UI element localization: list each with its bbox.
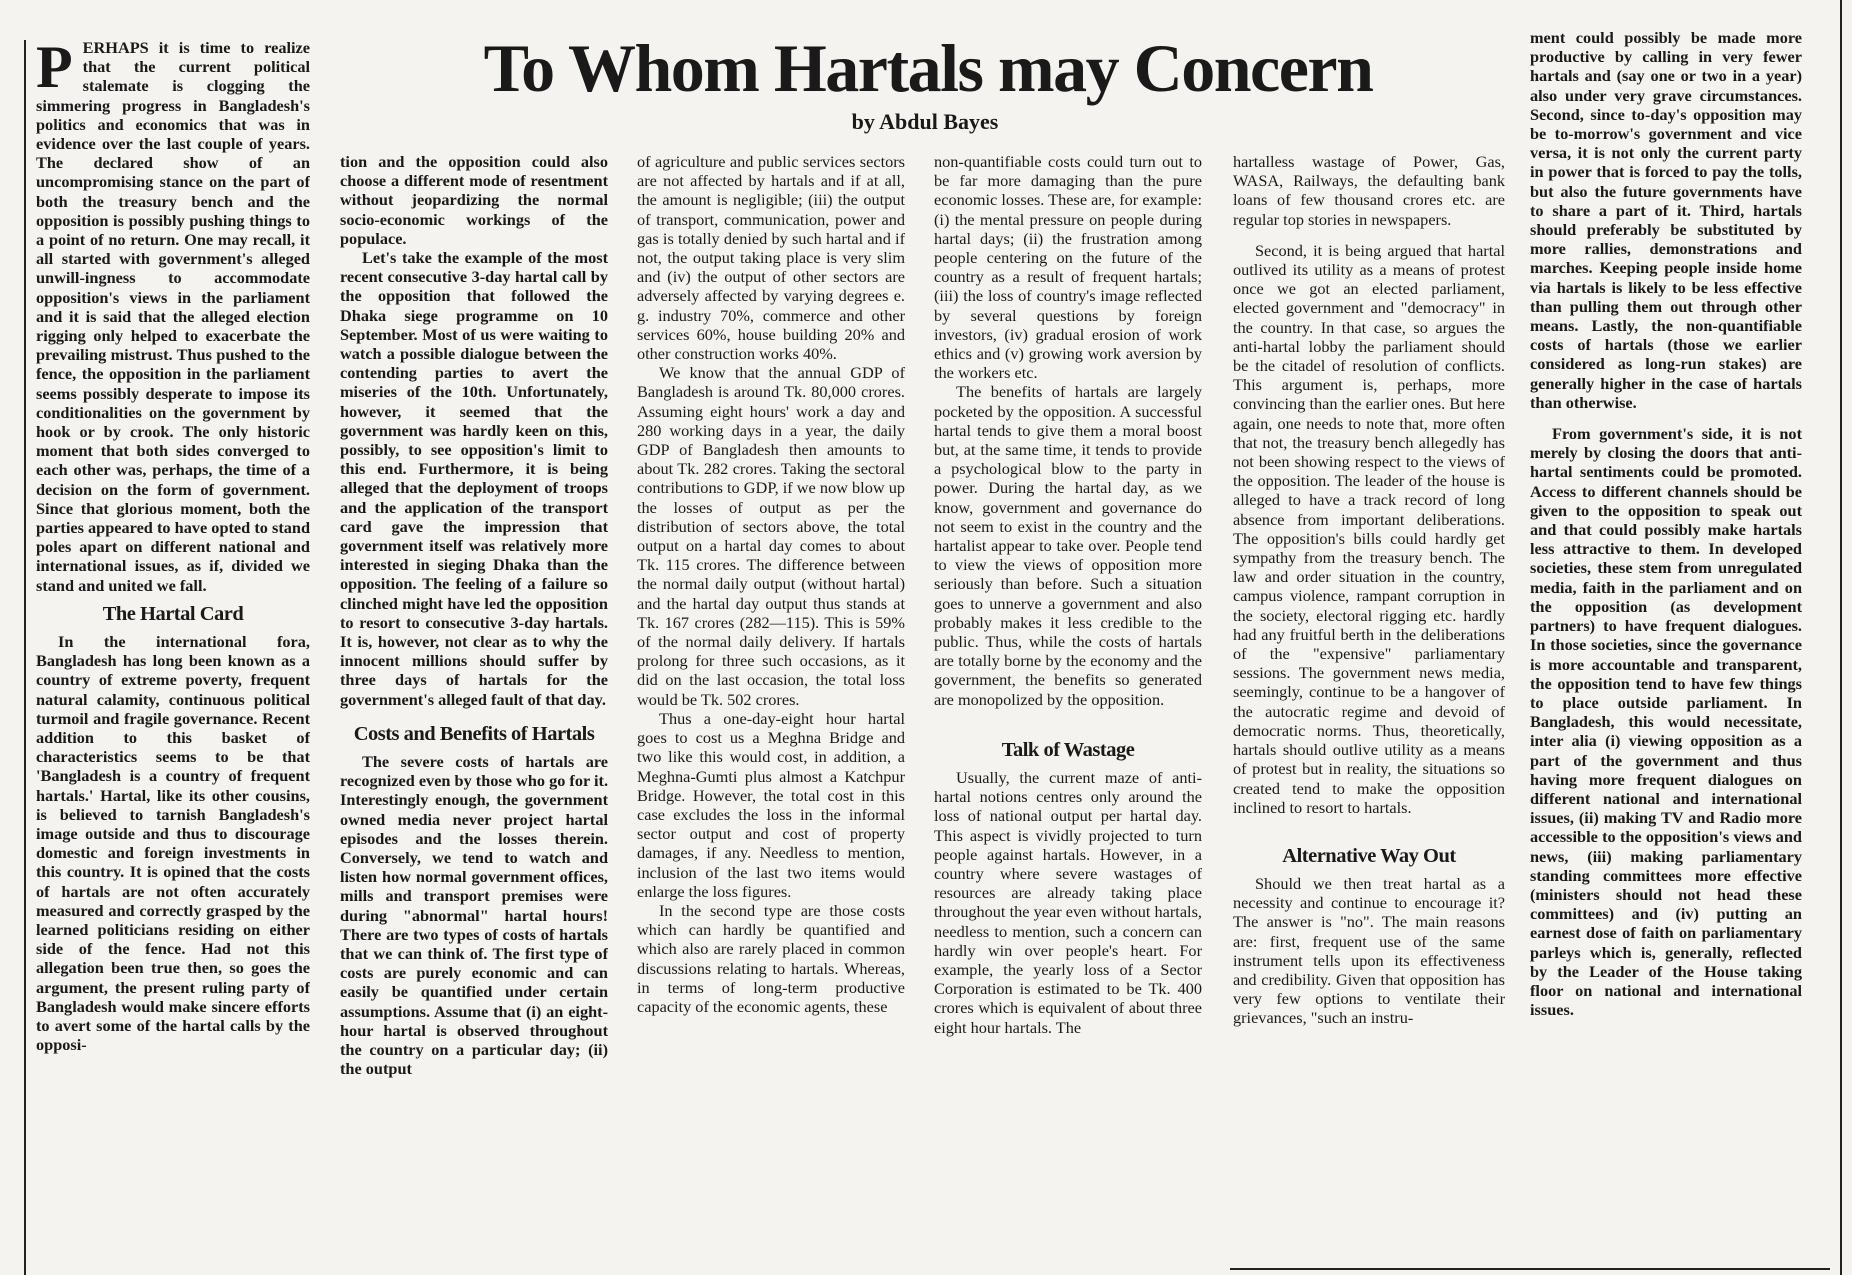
column-2-para-3: The severe costs of hartals are recognized even by those who go for it. Interestingly enough, the government owned media never project hartal episodes and the losses therein. Conversely, we tend to watch and listen how normal government offices, mills and transport premises were during "abnormal" hartal hours! There are two types of costs of hartals that we can think of. The first type of costs are purely economic and can easily be quantified under certain assumptions. Assume that (i) an eight-hour hartal is observed throughout the country on a particular day; (ii) the output: [340, 751, 608, 1079]
column-3-para-3: Thus a one-day-eight hour hartal goes to cost us a Meghna Bridge and two like this would cost, in addition, a Meghna-Gumti plus almost a Katchpur Bridge. However, the total cost in this case excludes the loss in the informal sector output and cost of property damages, if any. Needless to mention, inclusion of the last two items would enlarge the loss figures.: [637, 708, 905, 901]
column-4-para-3: Usually, the current maze of anti-hartal notions centres only around the loss of national output per hartal day. This aspect is vividly projected to turn people against hartals. However, in a country where severe wastages of resources are already taking place throughout the year even without hartals, needless to mention, such a concern can hardly win over people's heart. For example, the yearly loss of a Sector Corporation is estimated to be Tk. 400 crores which is equivalent of about three eight hour hartals. The: [934, 767, 1202, 1037]
column-2-para-1: tion and the opposition could also choose a different mode of resentment without jeopardizing the normal socio-economic workings of the populace.: [340, 152, 608, 248]
column-1-intro: [36, 38, 310, 595]
subhead-costs-benefits: Costs and Benefits of Hartals: [353, 722, 595, 745]
article-headline: To Whom Hartals may Concern: [483, 30, 1373, 106]
column-2: [340, 152, 608, 1275]
column-5-para-2: Second, it is being argued that hartal outlived its utility as a means of protest once we got an elected parliament, elected government and "democracy" in the country. In that case, so argues the anti-hartal lobby the parliament should be the citadel of resolution of conflicts. This argument is, perhaps, more convincing than the earlier ones. But here again, one needs to note that, more often that not, the treasury bench allegedly has not been showing respect to the views of the opposition. The leader of the house is alleged to have a track record of long absence from important deliberations. The opposition's bills could hardly get sympathy from the treasury bench. The law and order situation in the country, campus violence, rampant corruption in the society, electoral rigging etc. hardly had any fruitful berth in the deliberations of the "expensive" parliamentary sessions. The government news media, seemingly, continue to be a hangover of the autocratic regime and devoid of democratic norms. Thus, theoretically, hartals should outlive utility as a means of protest but in reality, the situations so created tend to make the opposition inclined to resort to hartals.: [1233, 240, 1505, 817]
article-byline: by Abdul Bayes: [851, 109, 999, 134]
left-edge-rule: [24, 40, 26, 1275]
column-6-para-1: ment could possibly be made more productive by calling in very fewer hartals and (say one or two in a year) also under very grave circumstances. Second, since to-day's opposition may be to-morrow's government and vice versa, it is not only the current party in power that is forced to pay the tolls, but also the future governments have to share a part of it. Third, hartals should preferably be substituted by more rallies, demonstrations and marches. Keeping people inside home via hartals is likely to be less effective than pulling them out through other means. Lastly, the non-quantifiable costs of hartals (those we earlier considered as long-run stakes) are generally higher in the case of hartals than otherwise.: [1530, 28, 1802, 412]
column-4-para-2: The benefits of hartals are largely pocketed by the opposition. A successful hartal tends to give them a moral boost but, at the same time, it tends to provide a psychological blow to the party in power. During the hartal day, as we know, government and governance do not seem to exist in the country and the hartalist appear to take over. People tend to view the views of opposition more seriously than before. Such a situation goes to unnerve a government and also probably makes it less credible to the public. Thus, while the costs of hartals are totally borne by the economy and the government, the benefits so generated are monopolized by the opposition.: [934, 382, 1202, 709]
column-3-para-2: We know that the annual GDP of Bangladesh is around Tk. 80,000 crores. Assuming eight hours' work a day and 280 working days in a year, the daily GDP of Bangladesh then amounts to about Tk. 282 crores. Taking the sectoral contributions to GDP, if we now blow up the losses of output as per the distribution of sectors above, the total output on a hartal day comes to about Tk. 115 crores. The difference between the normal daily output (without hartal) and the hartal day output thus stands at Tk. 167 crores (282—115). This is 59% of the normal daily delivery. If hartals prolong for three such occasions, as it did on the last occasion, the total loss would be Tk. 502 crores.: [637, 363, 905, 709]
column-3-para-4: In the second type are those costs which can hardly be quantified and which also are rarely placed in common discussions relating to hartals. Whereas, in terms of long-term productive capacity of the economic agents, these: [637, 900, 905, 1016]
column-3-para-1: of agriculture and public services sectors are not affected by hartals and if at all, the amount is negligible; (iii) the output of transport, communication, power and gas is totally denied by such hartal and if not, the output taking place is very slim and (iv) the output of other sectors are adversely affected by varying degrees e. g. industry 70%, commerce and other services 60%, house building 20% and other construction works 40%.: [637, 152, 905, 364]
subhead-hartal-card: The Hartal Card: [102, 602, 244, 625]
column-3: [637, 152, 905, 1275]
column-2-para-2: Let's take the example of the most recent consecutive 3-day hartal call by the opposition that followed the Dhaka siege programme on 10 September. Most of us were waiting to watch a possible dialogue between the contending parties to avert the miseries of the 10th. Unfortunately, however, it seemed that the government was hardly keen on this, possibly, to see opposition's limit to this end. Furthermore, it is being alleged that the deployment of troops and the application of the transport card gave the impression that government itself was relatively more interested in sieging Dhaka than the opposition. The feeling of a failure so clinched might have led the opposition to resort to consecutive 3-day hartals. It is, however, not clear as to why the innocent millions should suffer by three days of hartals for the government's alleged fault of that day.: [340, 248, 608, 709]
column-1: [36, 38, 310, 1275]
column-5-para-1: hartalless wastage of Power, Gas, WASA, Railways, the defaulting bank loans of few thousand crores etc. are regular top stories in newspapers.: [1233, 152, 1505, 229]
drop-cap: P: [36, 38, 73, 100]
right-edge-rule: [1840, 0, 1842, 1275]
column-4-para-1: non-quantifiable costs could turn out to be far more damaging than the pure economic losses. These are, for example: (i) the mental pressure on people during hartal days; (ii) the frustration among people centering on the future of the country as a result of frequent hartals; (iii) the loss of country's image reflected by several questions by foreign investors, (iv) gradual erosion of work ethics and (v) growing work aversion by the workers etc.: [934, 152, 1202, 383]
column-6-para-2: From government's side, it is not merely by closing the doors that anti-hartal sentiments could be promoted. Access to different channels should be given to the opposition to speak out and that could possibly make hartals less attractive to them. In developed societies, these stem from unregulated media, faith in the parliament and on the opposition (as development partners) to have frequent dialogues. In those societies, since the governance is more accountable and transparent, the opposition tend to have few things to place outside parliament. In Bangladesh, this would necessitate, inter alia (i) viewing opposition as a part of the government and thus having more frequent dialogues on different national and international issues, (ii) making TV and Radio more accessible to the opposition's views and news, (iii) making parliamentary standing committees more effective (ministers should not head these committees) and (iv) putting an earnest dose of faith on parliamentary parleys which is, generally, reflected by the Leader of the House taking floor on national and international issues.: [1530, 424, 1802, 1020]
subhead-alternative-way-out: Alternative Way Out: [1282, 844, 1456, 867]
column-4: [934, 152, 1202, 1275]
intro-text: ERHAPS it is time to realize that the current political stalemate is clogging the simmering progress in Bangladesh's politics and economics that was in evidence over the last couple of years. The declared show of an uncompromising stance on the part of both the treasury bench and the opposition is possibly pushing things to a point of no return. One may recall, it all started with government's alleged unwill-ingness to accommodate opposition's views in the parliament and it is said that the alleged election rigging only helped to exacerbate the prevailing mistrust. Thus pushed to the fence, the opposition in the parliament seems possibly desperate to impose its conditionalities on the government by hook or by crook. The only historic moment that both sides converged to each other was, perhaps, the time of a decision on the form of government. Since that glorious moment, both the parties appeared to have opted to stand poles apart on different national and international issues, as if, divided we stand and united we fall.: [36, 38, 310, 595]
column-6: [1530, 28, 1802, 1275]
bottom-rule: [1230, 1268, 1830, 1270]
column-5: [1233, 152, 1505, 1275]
subhead-talk-of-wastage: Talk of Wastage: [1001, 738, 1135, 761]
column-5-para-3: Should we then treat hartal as a necessity and continue to encourage it? The answer is "no". The main reasons are: first, frequent use of the same instrument tells upon its effectiveness and credibility. Given that opposition has very few options to ventilate their grievances, "such an instru-: [1233, 873, 1505, 1028]
column-1-body: In the international fora, Bangladesh has long been known as a country of extreme poverty, frequent natural calamity, continuous political turmoil and fragile governance. Recent addition to this basket of characteristics seems to be that 'Bangladesh is a country of frequent hartals.' Hartal, like its other cousins, is believed to tarnish Bangladesh's image outside and thus to discourage domestic and foreign investments in this country. It is opined that the costs of hartals are not often accurately measured and correctly grasped by the learned politicians residing on either side of the fence. Had not this allegation been true then, so goes the argument, the present ruling party of Bangladesh would make sincere efforts to avert some of the hartal calls by the opposi-: [36, 631, 310, 1055]
